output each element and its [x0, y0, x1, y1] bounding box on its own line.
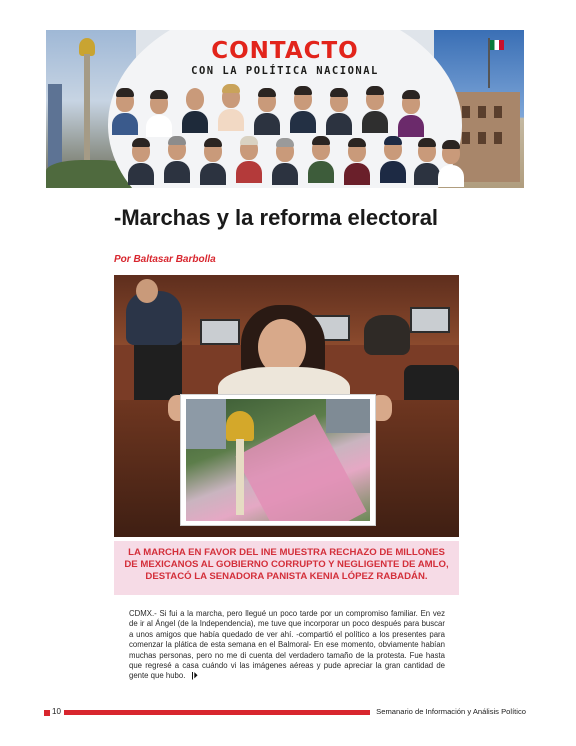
continue-arrow-icon[interactable]: |⏵	[191, 671, 198, 681]
brand-logo	[136, 38, 434, 77]
article-photo	[114, 275, 459, 537]
page-number: 10	[52, 707, 61, 716]
brand-subtitle: CON LA POLÍTICA NACIONAL	[191, 65, 379, 77]
footer-marker	[44, 710, 50, 716]
article-body	[129, 609, 445, 682]
politicians-collage	[112, 86, 458, 188]
article-title: -Marchas y la reforma electoral	[114, 205, 439, 230]
article-byline: Por Baltasar Barbolla	[114, 254, 216, 265]
footer-rule	[64, 710, 370, 715]
photo-caption: LA MARCHA EN FAVOR DEL INE MUESTRA RECHAZO DE MILLONES DE MEXICANOS AL GOBIERNO CORRUPTO Y NEGLIGENTE DE AMLO, DESTACÓ LA SENADORA PANISTA KENIA LÓPEZ RABADÁN.	[124, 547, 449, 582]
photo-caption-box	[114, 541, 459, 595]
publication-name: Semanario de Información y Análisis Político	[376, 707, 526, 716]
header-banner	[46, 30, 524, 188]
aerial-march-image	[186, 399, 370, 521]
article-body-text: CDMX.- Si fui a la marcha, pero llegué un poco tarde por un compromiso familiar. En vez de ir al Ángel (de la Independencia), me tuve que incorporar un poco después para buscar a unos amigos que había quedado de ver ahí. -compartió el político a los presentes para comenzar la plática de esta semana en el Balmoral- En ese momento, obviamente habían muchas personas, pero no me di cuenta del verdadero tamaño de la protesta. Fue hasta que regresé a casa cuándo vi las imágenes aéreas y pude apreciar la gran cantidad de gente que hubo.	[129, 609, 445, 681]
mexico-flag-icon	[490, 40, 504, 50]
brand-title: CONTACTO	[211, 38, 359, 64]
